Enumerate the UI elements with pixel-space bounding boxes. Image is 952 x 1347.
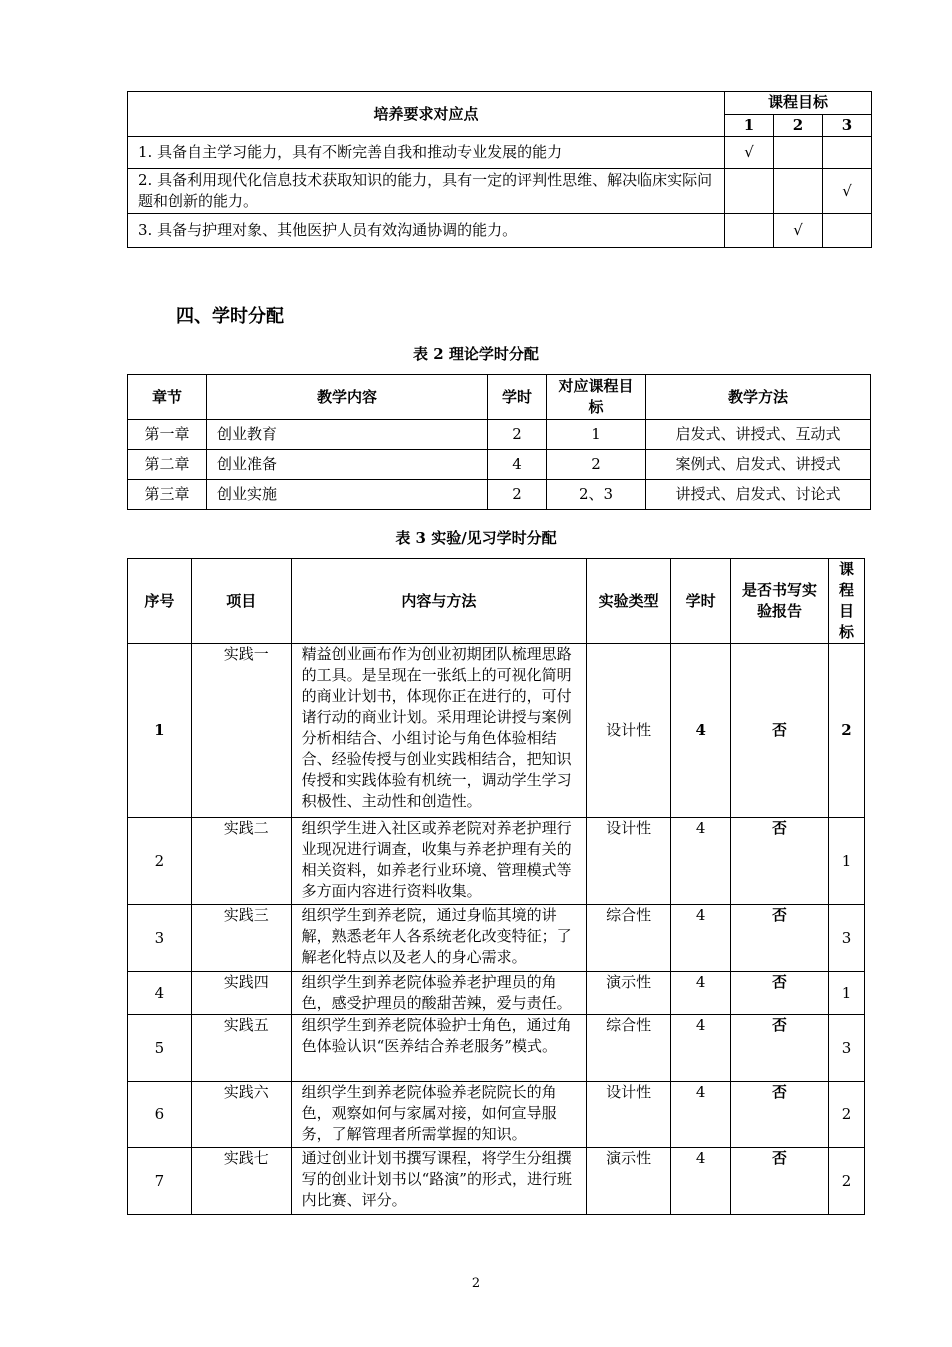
seq-cell: 1 [128,644,192,818]
hours-cell: 4 [671,972,731,1015]
table-row [128,1015,865,1082]
project-cell: 实践六 [191,1082,291,1148]
content-cell: 组织学生到养老院体验养老护理员的角色，感受护理员的酸甜苦辣，爱与责任。 [291,972,587,1015]
content-cell: 创业准备 [207,450,488,480]
requirement-text: 1. 具备自主学习能力，具有不断完善自我和推动专业发展的能力 [128,137,725,169]
goal-cell: 2 [828,1148,864,1215]
table2-caption: 表 2 理论学时分配 [413,345,539,363]
content-cell: 组织学生进入社区或养老院对养老护理行业现况进行调查，收集与养老护理有关的相关资料，如养老行业环境、管理模式等多方面内容进行资料收集。 [291,818,587,905]
report-cell: 否 [731,905,829,972]
type-cell: 设计性 [587,644,671,818]
check-mark [774,169,823,214]
header-course-goals: 课程目标 [725,92,872,115]
table-row [128,972,865,1015]
seq-cell: 6 [128,1082,192,1148]
content-cell: 创业教育 [207,420,488,450]
seq-cell: 7 [128,1148,192,1215]
table-row [128,905,865,972]
check-mark: √ [774,214,823,248]
seq-cell: 2 [128,818,192,905]
report-cell: 否 [731,644,829,818]
table-row [128,1148,865,1215]
requirements-table [127,91,872,248]
project-cell: 实践二 [191,818,291,905]
hours-cell: 4 [671,1015,731,1082]
header-goal: 对应课程目标 [547,375,646,420]
content-cell: 组织学生到养老院体验养老院院长的角色，观察如何与家属对接，如何宣导服务，了解管理者所需掌握的知识。 [291,1082,587,1148]
goal-cell: 2、3 [547,480,646,510]
project-cell: 实践五 [191,1015,291,1082]
header-lab-type: 实验类型 [587,559,671,644]
content-cell: 组织学生到养老院，通过身临其境的讲解，熟悉老年人各系统老化改变特征；了解老化特点以及老人的身心需求。 [291,905,587,972]
seq-cell: 3 [128,905,192,972]
report-cell: 否 [731,972,829,1015]
requirement-text: 2. 具备利用现代化信息技术获取知识的能力，具有一定的评判性思维、解决临床实际问题和创新的能力。 [128,169,725,214]
goal-cell: 1 [828,818,864,905]
check-mark: √ [823,169,872,214]
check-mark [823,137,872,169]
type-cell: 设计性 [587,1082,671,1148]
header-goal: 课程目标 [828,559,864,644]
report-cell: 否 [731,1082,829,1148]
goal-number: 1 [725,114,774,137]
check-mark [725,214,774,248]
header-hours: 学时 [488,375,547,420]
table-row [128,644,865,818]
goal-cell: 3 [828,1015,864,1082]
check-mark [774,137,823,169]
header-chapter: 章节 [128,375,207,420]
goal-cell: 1 [828,972,864,1015]
content-cell: 精益创业画布作为创业初期团队梳理思路的工具。是呈现在一张纸上的可视化简明的商业计划书，体现你正在进行的，可付诸行动的商业计划。采用理论讲授与案例分析相结合、小组讨论与角色体验相结合、经验传授与创业实践相结合，把知识传授和实践体验有机统一，调动学生学习积极性、主动性和创造性。 [291,644,587,818]
project-cell: 实践一 [191,644,291,818]
header-requirement: 培养要求对应点 [128,92,725,137]
header-method: 教学方法 [646,375,871,420]
table3-caption: 表 3 实验/见习学时分配 [395,529,557,547]
type-cell: 综合性 [587,905,671,972]
header-hours: 学时 [671,559,731,644]
content-cell: 通过创业计划书撰写课程，将学生分组撰写的创业计划书以“路演”的形式，进行班内比赛、评分。 [291,1148,587,1215]
table-row [128,450,871,480]
goal-cell: 3 [828,905,864,972]
hours-cell: 4 [671,644,731,818]
goal-cell: 2 [547,450,646,480]
goal-number: 2 [774,114,823,137]
header-seq: 序号 [128,559,192,644]
chapter-cell: 第二章 [128,450,207,480]
table-row [128,420,871,450]
type-cell: 设计性 [587,818,671,905]
check-mark: √ [725,137,774,169]
table-row [128,214,872,248]
goal-cell: 1 [547,420,646,450]
method-cell: 讲授式、启发式、讨论式 [646,480,871,510]
theory-hours-table [127,374,871,510]
header-report: 是否书写实验报告 [731,559,829,644]
method-cell: 启发式、讲授式、互动式 [646,420,871,450]
seq-cell: 4 [128,972,192,1015]
page-number: 2 [471,1276,481,1291]
hours-cell: 4 [671,905,731,972]
hours-cell: 4 [671,1082,731,1148]
seq-cell: 5 [128,1015,192,1082]
hours-cell: 4 [671,818,731,905]
hours-cell: 4 [488,450,547,480]
report-cell: 否 [731,1148,829,1215]
content-cell: 创业实施 [207,480,488,510]
table-row [128,818,865,905]
type-cell: 演示性 [587,972,671,1015]
check-mark [823,214,872,248]
header-content: 教学内容 [207,375,488,420]
content-cell: 组织学生到养老院体验护士角色，通过角色体验认识“医养结合养老服务”模式。 [291,1015,587,1082]
header-project: 项目 [191,559,291,644]
hours-cell: 2 [488,480,547,510]
type-cell: 演示性 [587,1148,671,1215]
table-row [128,137,872,169]
project-cell: 实践四 [191,972,291,1015]
report-cell: 否 [731,818,829,905]
section-heading: 四、学时分配 [176,306,284,327]
table-row [128,480,871,510]
header-content-method: 内容与方法 [291,559,587,644]
report-cell: 否 [731,1015,829,1082]
type-cell: 综合性 [587,1015,671,1082]
chapter-cell: 第三章 [128,480,207,510]
project-cell: 实践三 [191,905,291,972]
goal-cell: 2 [828,644,864,818]
check-mark [725,169,774,214]
hours-cell: 4 [671,1148,731,1215]
goal-cell: 2 [828,1082,864,1148]
requirement-text: 3. 具备与护理对象、其他医护人员有效沟通协调的能力。 [128,214,725,248]
project-cell: 实践七 [191,1148,291,1215]
lab-hours-table [127,558,865,1215]
method-cell: 案例式、启发式、讲授式 [646,450,871,480]
table-row [128,1082,865,1148]
table-row [128,169,872,214]
chapter-cell: 第一章 [128,420,207,450]
goal-number: 3 [823,114,872,137]
hours-cell: 2 [488,420,547,450]
